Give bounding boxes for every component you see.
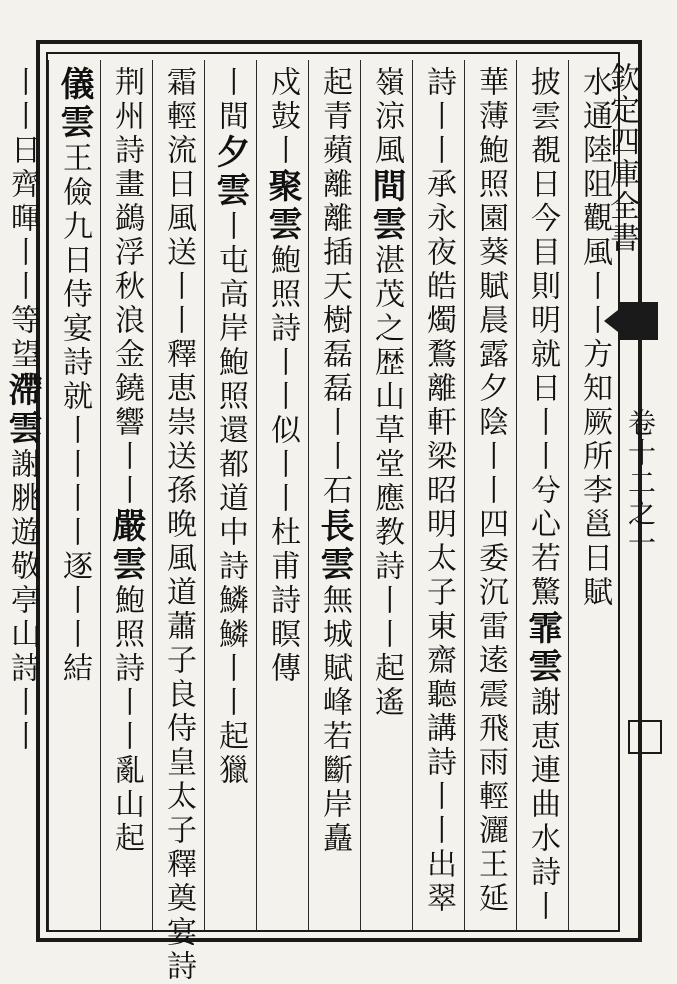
column-text: 鮑照詩丨丨亂山起 bbox=[109, 584, 144, 856]
column-text: 霜輕流日風送丨丨釋恵崇送孫 bbox=[161, 66, 196, 508]
text-column bbox=[0, 60, 48, 930]
text-columns bbox=[2, 60, 620, 984]
column-text: 起青蘋離離插天樹磊磊丨丨石 bbox=[317, 66, 352, 508]
book-title-header: 欽定四庫全書 bbox=[604, 62, 639, 254]
column-headword: 滯雲 bbox=[2, 372, 42, 448]
column-headword: 聚雲 bbox=[262, 168, 302, 244]
column-text: 水通陸阻觀風丨丨方知厥所李邕日賦 bbox=[577, 66, 612, 610]
column-headword: 嚴雲 bbox=[106, 508, 146, 584]
column-headword: 間雲 bbox=[366, 168, 406, 244]
text-column bbox=[152, 60, 204, 984]
text-column bbox=[48, 60, 100, 930]
column-headword: 霏雲 bbox=[522, 610, 562, 686]
column-text: 嶺涼風 bbox=[369, 66, 404, 168]
column-text: 湛茂之歴山草堂應教詩丨丨起遙 bbox=[369, 244, 404, 720]
text-column bbox=[360, 60, 412, 930]
column-text: 王儉九日侍宴詩就丨丨丨丨逐丨丨結 bbox=[57, 142, 92, 686]
column-text: 戍鼓丨 bbox=[265, 66, 300, 168]
column-text: 荆州詩畫鷁浮秋浪金鐃響丨丨 bbox=[109, 66, 144, 508]
fish-tail-mark bbox=[618, 302, 658, 340]
text-column bbox=[568, 60, 620, 930]
text-column bbox=[204, 60, 256, 930]
text-column bbox=[308, 60, 360, 930]
column-text: 晚風道蕭子良侍皇太子釋奠宴詩 bbox=[161, 508, 196, 984]
column-text: 丨間 bbox=[213, 66, 248, 134]
text-column bbox=[516, 60, 568, 930]
column-text: 披雲覩日今目則明就日丨丨兮心若驚 bbox=[525, 66, 560, 610]
column-headword: 儀雲 bbox=[54, 66, 94, 142]
column-text: 無城賦峰若斷岸矗 bbox=[317, 584, 352, 856]
text-column bbox=[464, 60, 516, 930]
column-text: 丨丨日齊暉丨丨等望 bbox=[5, 66, 40, 372]
text-column bbox=[412, 60, 464, 930]
column-text: 謝恵連曲水詩丨 bbox=[525, 686, 560, 924]
page-number-box bbox=[628, 720, 662, 754]
column-text: 丨屯高岸鮑照還都道中詩鱗鱗丨丨起獵 bbox=[213, 210, 248, 788]
text-column bbox=[256, 60, 308, 930]
column-text: 鮑照詩丨丨似丨丨杜甫詩瞑傳 bbox=[265, 244, 300, 686]
column-text: 詩丨丨承永夜皓燭鶩離軒梁昭明太子東齋聽講詩丨丨出翠 bbox=[421, 66, 456, 916]
column-headword: 長雲 bbox=[314, 508, 354, 584]
column-headword: 夕雲 bbox=[210, 134, 250, 210]
column-text: 謝脁遊敬亭山詩丨丨 bbox=[5, 448, 40, 754]
volume-label: 卷十二之一 bbox=[624, 408, 657, 558]
column-text: 華薄鮑照園葵賦晨露夕陰丨丨四委沉雷逺震飛雨輕灑王延 bbox=[473, 66, 508, 916]
text-column bbox=[100, 60, 152, 930]
